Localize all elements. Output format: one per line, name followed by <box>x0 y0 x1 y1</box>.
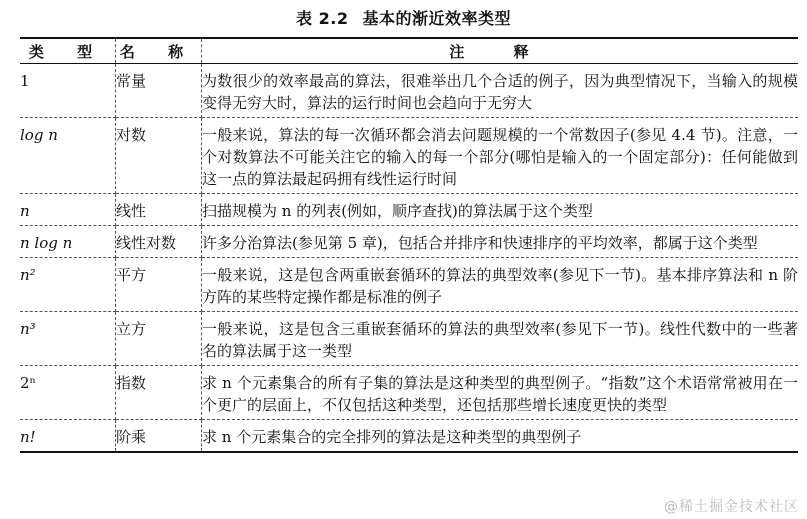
row-type: log n <box>20 118 116 194</box>
row-type: n log n <box>20 226 116 258</box>
row-name: 常量 <box>116 64 202 118</box>
row-note: 一般来说，这是包含三重嵌套循环的算法的典型效率(参见下一节)。线性代数中的一些著名的算法属于这一类型 <box>202 312 799 366</box>
header-note: 注 释 <box>202 38 799 64</box>
header-row <box>20 38 798 64</box>
site-watermark: @稀土掘金技术社区 <box>664 499 799 515</box>
table-row <box>20 64 798 118</box>
table-row <box>20 194 798 226</box>
row-note: 求 n 个元素集合的完全排列的算法是这种类型的典型例子 <box>202 420 799 453</box>
row-note: 求 n 个元素集合的所有子集的算法是这种类型的典型例子。“指数”这个术语常常被用在一个更广的层面上，不仅包括这种类型，还包括那些增长速度更快的类型 <box>202 366 799 420</box>
table-row <box>20 366 798 420</box>
row-name: 对数 <box>116 118 202 194</box>
table-number: 表 2.2 <box>296 9 349 28</box>
row-type: n! <box>20 420 116 453</box>
row-note: 许多分治算法(参见第 5 章)，包括合并排序和快速排序的平均效率，都属于这个类型 <box>202 226 799 258</box>
table-caption <box>0 6 807 29</box>
row-note: 一般来说，算法的每一次循环都会消去问题规模的一个常数因子(参见 4.4 节)。注意，一个对数算法不可能关注它的输入的每一个部分(哪怕是输入的一个固定部分)：任何能做到这一点的算法最起码拥有线性运行时间 <box>202 118 799 194</box>
header-type: 类 型 <box>20 38 116 64</box>
row-type: 2ⁿ <box>20 366 116 420</box>
row-name: 指数 <box>116 366 202 420</box>
header-name: 名 称 <box>116 38 202 64</box>
row-note: 为数很少的效率最高的算法，很难举出几个合适的例子，因为典型情况下，当输入的规模变得无穷大时，算法的运行时间也会趋向于无穷大 <box>202 64 799 118</box>
efficiency-classes-table <box>20 37 798 453</box>
table-row <box>20 258 798 312</box>
row-name: 线性对数 <box>116 226 202 258</box>
table-row <box>20 312 798 366</box>
row-note: 扫描规模为 n 的列表(例如，顺序查找)的算法属于这个类型 <box>202 194 799 226</box>
row-name: 平方 <box>116 258 202 312</box>
row-type: n³ <box>20 312 116 366</box>
table-title: 基本的渐近效率类型 <box>362 9 511 28</box>
table-row <box>20 118 798 194</box>
row-note: 一般来说，这是包含两重嵌套循环的算法的典型效率(参见下一节)。基本排序算法和 n 阶方阵的某些特定操作都是标准的例子 <box>202 258 799 312</box>
row-type: n² <box>20 258 116 312</box>
row-name: 阶乘 <box>116 420 202 453</box>
table-row <box>20 226 798 258</box>
row-name: 线性 <box>116 194 202 226</box>
row-type: n <box>20 194 116 226</box>
row-name: 立方 <box>116 312 202 366</box>
row-type: 1 <box>20 64 116 118</box>
table-row <box>20 420 798 453</box>
